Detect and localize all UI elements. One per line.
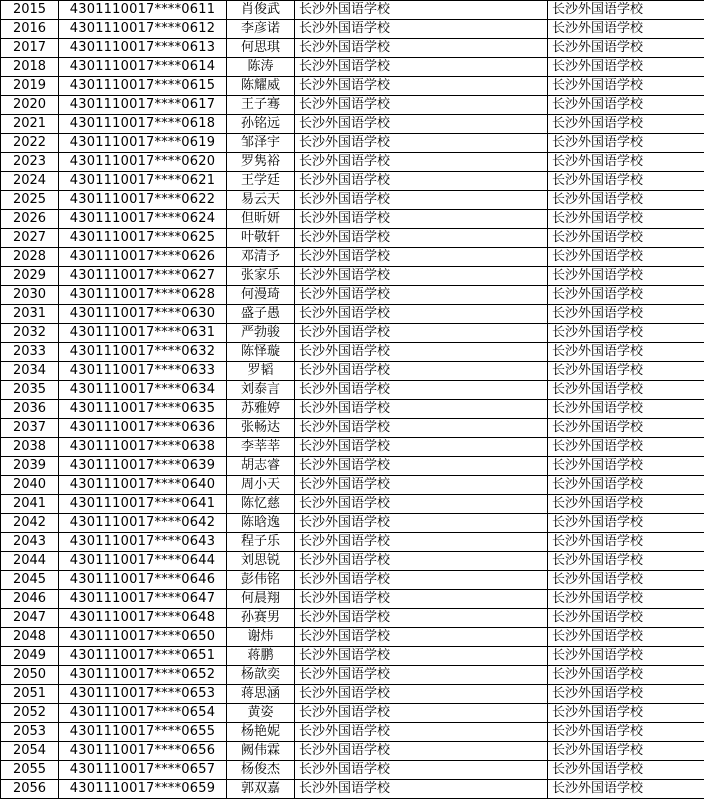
- exam-id-cell[interactable]: 4301110017****0655: [59, 723, 227, 742]
- admitted-school-cell[interactable]: 长沙外国语学校: [548, 704, 704, 723]
- sequence-cell[interactable]: 2046: [1, 590, 59, 609]
- exam-id-cell[interactable]: 4301110017****0614: [59, 58, 227, 77]
- table-row: [1, 780, 704, 799]
- admitted-school-cell[interactable]: 长沙外国语学校: [548, 324, 704, 343]
- exam-id-cell[interactable]: 4301110017****0630: [59, 305, 227, 324]
- table-row: [1, 362, 704, 381]
- school-cell[interactable]: 长沙外国语学校: [295, 761, 548, 780]
- exam-id-cell[interactable]: 4301110017****0635: [59, 400, 227, 419]
- student-name-cell[interactable]: 邹泽宇: [227, 134, 295, 153]
- sequence-cell[interactable]: 2027: [1, 229, 59, 248]
- table-row: [1, 39, 704, 58]
- school-cell[interactable]: 长沙外国语学校: [295, 419, 548, 438]
- sequence-cell[interactable]: 2023: [1, 153, 59, 172]
- admitted-school-cell[interactable]: 长沙外国语学校: [548, 666, 704, 685]
- school-cell[interactable]: 长沙外国语学校: [295, 457, 548, 476]
- admitted-school-cell[interactable]: 长沙外国语学校: [548, 495, 704, 514]
- school-cell[interactable]: 长沙外国语学校: [295, 77, 548, 96]
- school-cell[interactable]: 长沙外国语学校: [295, 20, 548, 39]
- student-name-cell[interactable]: 孙赛男: [227, 609, 295, 628]
- table-row: [1, 533, 704, 552]
- admitted-school-cell[interactable]: 长沙外国语学校: [548, 96, 704, 115]
- admitted-school-cell[interactable]: 长沙外国语学校: [548, 571, 704, 590]
- school-cell[interactable]: 长沙外国语学校: [295, 381, 548, 400]
- school-cell[interactable]: 长沙外国语学校: [295, 609, 548, 628]
- table-row: [1, 628, 704, 647]
- table-row: [1, 381, 704, 400]
- table-row: [1, 286, 704, 305]
- table-row: [1, 761, 704, 780]
- table-row: [1, 96, 704, 115]
- sequence-cell[interactable]: 2041: [1, 495, 59, 514]
- admitted-school-cell[interactable]: 长沙外国语学校: [548, 286, 704, 305]
- sequence-cell[interactable]: 2035: [1, 381, 59, 400]
- student-name-cell[interactable]: 何漫琦: [227, 286, 295, 305]
- sequence-cell[interactable]: 2031: [1, 305, 59, 324]
- student-name-cell[interactable]: 陈涛: [227, 58, 295, 77]
- admitted-school-cell[interactable]: 长沙外国语学校: [548, 628, 704, 647]
- admitted-school-cell[interactable]: 长沙外国语学校: [548, 514, 704, 533]
- admitted-school-cell[interactable]: 长沙外国语学校: [548, 723, 704, 742]
- sequence-cell[interactable]: 2038: [1, 438, 59, 457]
- student-name-cell[interactable]: 李莘莘: [227, 438, 295, 457]
- exam-id-cell[interactable]: 4301110017****0650: [59, 628, 227, 647]
- admitted-school-cell[interactable]: 长沙外国语学校: [548, 153, 704, 172]
- school-cell[interactable]: 长沙外国语学校: [295, 1, 548, 20]
- admitted-school-cell[interactable]: 长沙外国语学校: [548, 742, 704, 761]
- school-cell[interactable]: 长沙外国语学校: [295, 552, 548, 571]
- exam-id-cell[interactable]: 4301110017****0657: [59, 761, 227, 780]
- admitted-school-cell[interactable]: 长沙外国语学校: [548, 552, 704, 571]
- school-cell[interactable]: 长沙外国语学校: [295, 571, 548, 590]
- student-name-cell[interactable]: 蒋鹏: [227, 647, 295, 666]
- admitted-school-cell[interactable]: 长沙外国语学校: [548, 400, 704, 419]
- exam-id-cell[interactable]: 4301110017****0619: [59, 134, 227, 153]
- student-name-cell[interactable]: 杨歆奕: [227, 666, 295, 685]
- exam-id-cell[interactable]: 4301110017****0632: [59, 343, 227, 362]
- exam-id-cell[interactable]: 4301110017****0651: [59, 647, 227, 666]
- school-cell[interactable]: 长沙外国语学校: [295, 647, 548, 666]
- exam-id-cell[interactable]: 4301110017****0624: [59, 210, 227, 229]
- school-cell[interactable]: 长沙外国语学校: [295, 248, 548, 267]
- sequence-cell[interactable]: 2050: [1, 666, 59, 685]
- sequence-cell[interactable]: 2024: [1, 172, 59, 191]
- admitted-school-cell[interactable]: 长沙外国语学校: [548, 58, 704, 77]
- admitted-school-cell[interactable]: 长沙外国语学校: [548, 685, 704, 704]
- school-cell[interactable]: 长沙外国语学校: [295, 172, 548, 191]
- school-cell[interactable]: 长沙外国语学校: [295, 210, 548, 229]
- table-row: [1, 343, 704, 362]
- school-cell[interactable]: 长沙外国语学校: [295, 400, 548, 419]
- school-cell[interactable]: 长沙外国语学校: [295, 305, 548, 324]
- sequence-cell[interactable]: 2049: [1, 647, 59, 666]
- sequence-cell[interactable]: 2048: [1, 628, 59, 647]
- admitted-school-cell[interactable]: 长沙外国语学校: [548, 609, 704, 628]
- school-cell[interactable]: 长沙外国语学校: [295, 628, 548, 647]
- sequence-cell[interactable]: 2039: [1, 457, 59, 476]
- table-row: [1, 248, 704, 267]
- admitted-school-cell[interactable]: 长沙外国语学校: [548, 381, 704, 400]
- table-row: [1, 172, 704, 191]
- student-name-cell[interactable]: 刘思锐: [227, 552, 295, 571]
- admitted-school-cell[interactable]: 长沙外国语学校: [548, 248, 704, 267]
- exam-id-cell[interactable]: 4301110017****0652: [59, 666, 227, 685]
- sequence-cell[interactable]: 2016: [1, 20, 59, 39]
- school-cell[interactable]: 长沙外国语学校: [295, 229, 548, 248]
- sequence-cell[interactable]: 2018: [1, 58, 59, 77]
- student-name-cell[interactable]: 陈忆慈: [227, 495, 295, 514]
- school-cell[interactable]: 长沙外国语学校: [295, 742, 548, 761]
- admitted-school-cell[interactable]: 长沙外国语学校: [548, 134, 704, 153]
- student-name-cell[interactable]: 肖俊武: [227, 1, 295, 20]
- table-row: [1, 153, 704, 172]
- table-row: [1, 267, 704, 286]
- school-cell[interactable]: 长沙外国语学校: [295, 495, 548, 514]
- student-name-cell[interactable]: 孙铭远: [227, 115, 295, 134]
- exam-id-cell[interactable]: 4301110017****0648: [59, 609, 227, 628]
- school-cell[interactable]: 长沙外国语学校: [295, 343, 548, 362]
- admitted-school-cell[interactable]: 长沙外国语学校: [548, 438, 704, 457]
- exam-id-cell[interactable]: 4301110017****0621: [59, 172, 227, 191]
- admitted-school-cell[interactable]: 长沙外国语学校: [548, 780, 704, 799]
- sequence-cell[interactable]: 2056: [1, 780, 59, 799]
- school-cell[interactable]: 长沙外国语学校: [295, 514, 548, 533]
- admitted-school-cell[interactable]: 长沙外国语学校: [548, 172, 704, 191]
- school-cell[interactable]: 长沙外国语学校: [295, 267, 548, 286]
- exam-id-cell[interactable]: 4301110017****0620: [59, 153, 227, 172]
- student-name-cell[interactable]: 严勃骏: [227, 324, 295, 343]
- student-name-cell[interactable]: 张畅达: [227, 419, 295, 438]
- sequence-cell[interactable]: 2053: [1, 723, 59, 742]
- student-name-cell[interactable]: 阙伟霖: [227, 742, 295, 761]
- student-name-cell[interactable]: 杨艳妮: [227, 723, 295, 742]
- student-name-cell[interactable]: 苏雅婷: [227, 400, 295, 419]
- table-row: [1, 77, 704, 96]
- student-name-cell[interactable]: 谢炜: [227, 628, 295, 647]
- table-row: [1, 1, 704, 20]
- table-row: [1, 210, 704, 229]
- admitted-school-cell[interactable]: 长沙外国语学校: [548, 229, 704, 248]
- exam-id-cell[interactable]: 4301110017****0646: [59, 571, 227, 590]
- table-row: [1, 324, 704, 343]
- exam-id-cell[interactable]: 4301110017****0638: [59, 438, 227, 457]
- sequence-cell[interactable]: 2045: [1, 571, 59, 590]
- student-name-cell[interactable]: 何晨翔: [227, 590, 295, 609]
- table-row: [1, 552, 704, 571]
- student-name-cell[interactable]: 张家乐: [227, 267, 295, 286]
- exam-id-cell[interactable]: 4301110017****0612: [59, 20, 227, 39]
- sequence-cell[interactable]: 2030: [1, 286, 59, 305]
- student-name-cell[interactable]: 盛子愚: [227, 305, 295, 324]
- table-row: [1, 457, 704, 476]
- student-name-cell[interactable]: 陈耀威: [227, 77, 295, 96]
- school-cell[interactable]: 长沙外国语学校: [295, 723, 548, 742]
- exam-id-cell[interactable]: 4301110017****0656: [59, 742, 227, 761]
- sequence-cell[interactable]: 2037: [1, 419, 59, 438]
- table-row: [1, 495, 704, 514]
- student-name-cell[interactable]: 陈晗逸: [227, 514, 295, 533]
- table-row: [1, 419, 704, 438]
- school-cell[interactable]: 长沙外国语学校: [295, 476, 548, 495]
- sequence-cell[interactable]: 2040: [1, 476, 59, 495]
- sequence-cell[interactable]: 2051: [1, 685, 59, 704]
- table-row: [1, 742, 704, 761]
- exam-id-cell[interactable]: 4301110017****0659: [59, 780, 227, 799]
- sequence-cell[interactable]: 2015: [1, 1, 59, 20]
- exam-id-cell[interactable]: 4301110017****0622: [59, 191, 227, 210]
- sequence-cell[interactable]: 2017: [1, 39, 59, 58]
- admitted-school-cell[interactable]: 长沙外国语学校: [548, 647, 704, 666]
- student-name-cell[interactable]: 程子乐: [227, 533, 295, 552]
- sequence-cell[interactable]: 2042: [1, 514, 59, 533]
- student-name-cell[interactable]: 王子骞: [227, 96, 295, 115]
- admitted-school-cell[interactable]: 长沙外国语学校: [548, 1, 704, 20]
- school-cell[interactable]: 长沙外国语学校: [295, 590, 548, 609]
- admitted-school-cell[interactable]: 长沙外国语学校: [548, 210, 704, 229]
- exam-id-cell[interactable]: 4301110017****0634: [59, 381, 227, 400]
- exam-id-cell[interactable]: 4301110017****0613: [59, 39, 227, 58]
- admitted-school-cell[interactable]: 长沙外国语学校: [548, 533, 704, 552]
- table-row: [1, 191, 704, 210]
- table-row: [1, 590, 704, 609]
- admitted-school-cell[interactable]: 长沙外国语学校: [548, 476, 704, 495]
- exam-id-cell[interactable]: 4301110017****0633: [59, 362, 227, 381]
- student-name-cell[interactable]: 周小天: [227, 476, 295, 495]
- sequence-cell[interactable]: 2047: [1, 609, 59, 628]
- exam-id-cell[interactable]: 4301110017****0617: [59, 96, 227, 115]
- admitted-school-cell[interactable]: 长沙外国语学校: [548, 267, 704, 286]
- sequence-cell[interactable]: 2034: [1, 362, 59, 381]
- school-cell[interactable]: 长沙外国语学校: [295, 704, 548, 723]
- student-name-cell[interactable]: 胡志睿: [227, 457, 295, 476]
- admitted-school-cell[interactable]: 长沙外国语学校: [548, 20, 704, 39]
- table-row: [1, 609, 704, 628]
- sequence-cell[interactable]: 2020: [1, 96, 59, 115]
- exam-id-cell[interactable]: 4301110017****0615: [59, 77, 227, 96]
- school-cell[interactable]: 长沙外国语学校: [295, 324, 548, 343]
- exam-id-cell[interactable]: 4301110017****0643: [59, 533, 227, 552]
- admitted-school-cell[interactable]: 长沙外国语学校: [548, 305, 704, 324]
- admitted-school-cell[interactable]: 长沙外国语学校: [548, 457, 704, 476]
- sequence-cell[interactable]: 2019: [1, 77, 59, 96]
- exam-id-cell[interactable]: 4301110017****0641: [59, 495, 227, 514]
- table-row: [1, 20, 704, 39]
- table-row: [1, 476, 704, 495]
- student-name-cell[interactable]: 刘泰言: [227, 381, 295, 400]
- student-name-cell[interactable]: 罗韬: [227, 362, 295, 381]
- admitted-school-cell[interactable]: 长沙外国语学校: [548, 761, 704, 780]
- exam-id-cell[interactable]: 4301110017****0642: [59, 514, 227, 533]
- admitted-school-cell[interactable]: 长沙外国语学校: [548, 590, 704, 609]
- student-name-cell[interactable]: 李彦诺: [227, 20, 295, 39]
- sequence-cell[interactable]: 2055: [1, 761, 59, 780]
- exam-id-cell[interactable]: 4301110017****0628: [59, 286, 227, 305]
- exam-id-cell[interactable]: 4301110017****0640: [59, 476, 227, 495]
- exam-id-cell[interactable]: 4301110017****0636: [59, 419, 227, 438]
- table-row: [1, 704, 704, 723]
- student-name-cell[interactable]: 叶敬轩: [227, 229, 295, 248]
- exam-id-cell[interactable]: 4301110017****0644: [59, 552, 227, 571]
- school-cell[interactable]: 长沙外国语学校: [295, 39, 548, 58]
- sequence-cell[interactable]: 2043: [1, 533, 59, 552]
- exam-id-cell[interactable]: 4301110017****0653: [59, 685, 227, 704]
- table-row: [1, 134, 704, 153]
- school-cell[interactable]: 长沙外国语学校: [295, 685, 548, 704]
- student-name-cell[interactable]: 何思琪: [227, 39, 295, 58]
- student-name-cell[interactable]: 陈怿璇: [227, 343, 295, 362]
- sequence-cell[interactable]: 2044: [1, 552, 59, 571]
- school-cell[interactable]: 长沙外国语学校: [295, 780, 548, 799]
- exam-id-cell[interactable]: 4301110017****0654: [59, 704, 227, 723]
- sequence-cell[interactable]: 2054: [1, 742, 59, 761]
- exam-id-cell[interactable]: 4301110017****0618: [59, 115, 227, 134]
- table-row: [1, 438, 704, 457]
- student-name-cell[interactable]: 易云天: [227, 191, 295, 210]
- school-cell[interactable]: 长沙外国语学校: [295, 666, 548, 685]
- exam-id-cell[interactable]: 4301110017****0627: [59, 267, 227, 286]
- school-cell[interactable]: 长沙外国语学校: [295, 362, 548, 381]
- table-row: [1, 115, 704, 134]
- school-cell[interactable]: 长沙外国语学校: [295, 134, 548, 153]
- admitted-school-cell[interactable]: 长沙外国语学校: [548, 39, 704, 58]
- exam-id-cell[interactable]: 4301110017****0639: [59, 457, 227, 476]
- school-cell[interactable]: 长沙外国语学校: [295, 96, 548, 115]
- sequence-cell[interactable]: 2025: [1, 191, 59, 210]
- exam-id-cell[interactable]: 4301110017****0647: [59, 590, 227, 609]
- sequence-cell[interactable]: 2033: [1, 343, 59, 362]
- sequence-cell[interactable]: 2029: [1, 267, 59, 286]
- sequence-cell[interactable]: 2052: [1, 704, 59, 723]
- admitted-school-cell[interactable]: 长沙外国语学校: [548, 77, 704, 96]
- school-cell[interactable]: 长沙外国语学校: [295, 438, 548, 457]
- table-row: [1, 305, 704, 324]
- table-row: [1, 58, 704, 77]
- sequence-cell[interactable]: 2036: [1, 400, 59, 419]
- student-name-cell[interactable]: 罗隽裕: [227, 153, 295, 172]
- school-cell[interactable]: 长沙外国语学校: [295, 58, 548, 77]
- sequence-cell[interactable]: 2026: [1, 210, 59, 229]
- student-name-cell[interactable]: 黄姿: [227, 704, 295, 723]
- exam-id-cell[interactable]: 4301110017****0611: [59, 1, 227, 20]
- exam-id-cell[interactable]: 4301110017****0626: [59, 248, 227, 267]
- table-row: [1, 229, 704, 248]
- exam-id-cell[interactable]: 4301110017****0631: [59, 324, 227, 343]
- student-name-cell[interactable]: 彭伟铭: [227, 571, 295, 590]
- admitted-school-cell[interactable]: 长沙外国语学校: [548, 343, 704, 362]
- table-row: [1, 685, 704, 704]
- table-body: [1, 1, 704, 799]
- sequence-cell[interactable]: 2021: [1, 115, 59, 134]
- sequence-cell[interactable]: 2022: [1, 134, 59, 153]
- table-row: [1, 571, 704, 590]
- exam-id-cell[interactable]: 4301110017****0625: [59, 229, 227, 248]
- admitted-school-cell[interactable]: 长沙外国语学校: [548, 362, 704, 381]
- table-row: [1, 723, 704, 742]
- table-row: [1, 666, 704, 685]
- student-name-cell[interactable]: 但昕妍: [227, 210, 295, 229]
- sequence-cell[interactable]: 2032: [1, 324, 59, 343]
- school-cell[interactable]: 长沙外国语学校: [295, 286, 548, 305]
- school-cell[interactable]: 长沙外国语学校: [295, 115, 548, 134]
- admitted-school-cell[interactable]: 长沙外国语学校: [548, 191, 704, 210]
- school-cell[interactable]: 长沙外国语学校: [295, 153, 548, 172]
- sequence-cell[interactable]: 2028: [1, 248, 59, 267]
- admitted-school-cell[interactable]: 长沙外国语学校: [548, 115, 704, 134]
- admitted-school-cell[interactable]: 长沙外国语学校: [548, 419, 704, 438]
- student-name-cell[interactable]: 郭双嘉: [227, 780, 295, 799]
- school-cell[interactable]: 长沙外国语学校: [295, 533, 548, 552]
- table-row: [1, 647, 704, 666]
- student-name-cell[interactable]: 邓清予: [227, 248, 295, 267]
- school-cell[interactable]: 长沙外国语学校: [295, 191, 548, 210]
- table-row: [1, 400, 704, 419]
- student-name-cell[interactable]: 杨俊杰: [227, 761, 295, 780]
- student-name-cell[interactable]: 王学廷: [227, 172, 295, 191]
- student-name-cell[interactable]: 蒋思涵: [227, 685, 295, 704]
- table-row: [1, 514, 704, 533]
